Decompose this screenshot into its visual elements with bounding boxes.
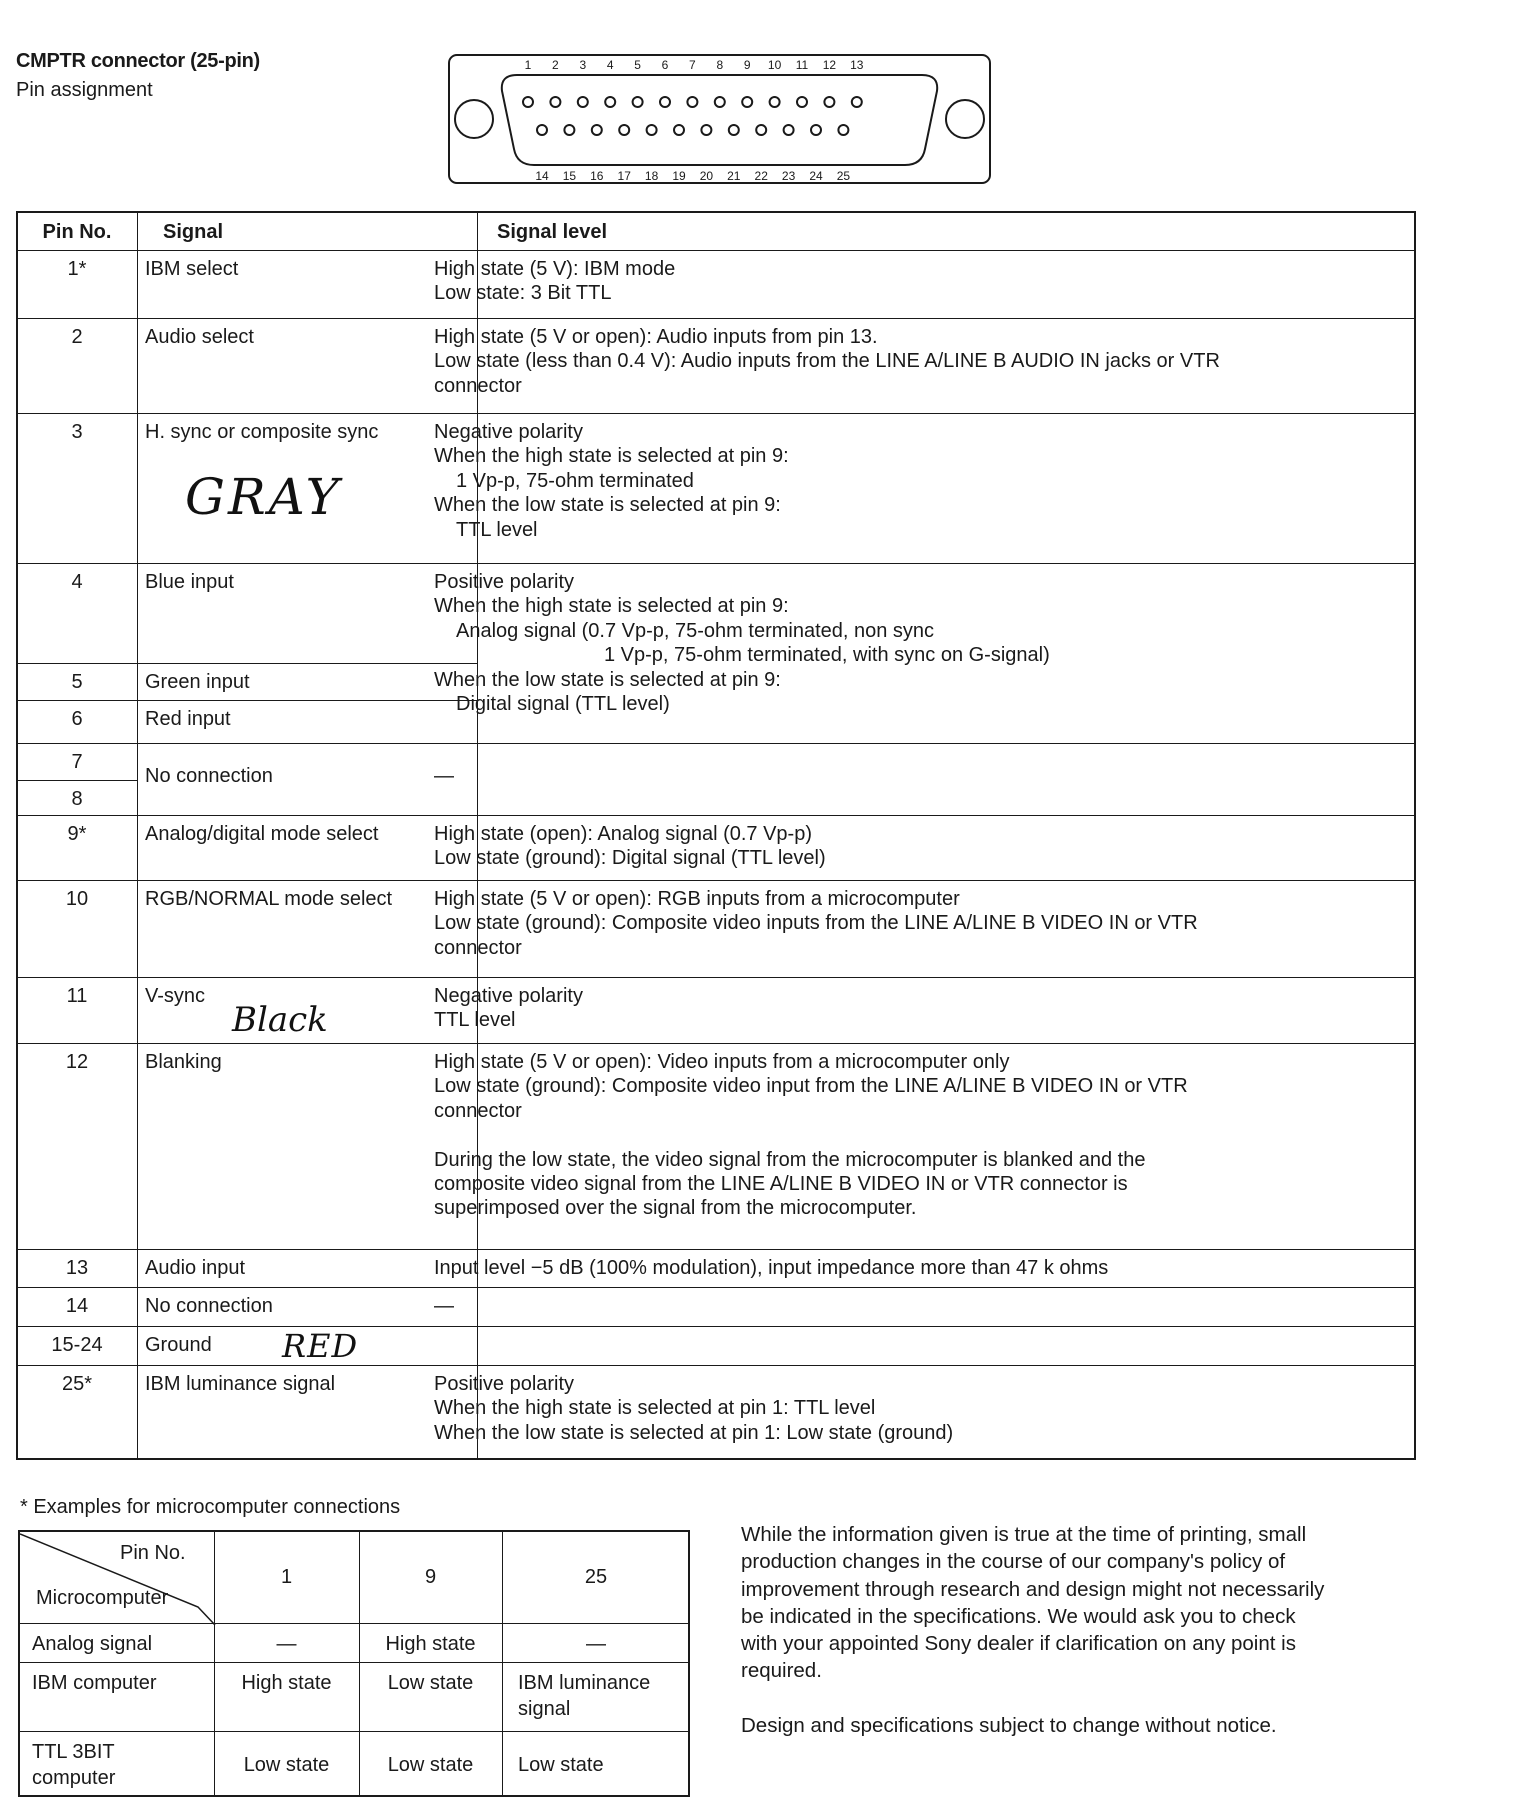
pin-number: 12 — [65, 1051, 89, 1073]
pin-state-value: IBM luminance — [518, 1672, 651, 1694]
pin-number-label: 20 — [699, 169, 714, 183]
row-divider — [18, 977, 1414, 978]
pin-number: 5 — [71, 671, 83, 693]
row-divider — [18, 1326, 1414, 1327]
pin-state-value: — — [276, 1633, 297, 1655]
pin-column-header: 1 — [280, 1566, 293, 1588]
pin-number: 6 — [71, 708, 83, 730]
row-divider — [18, 413, 1414, 414]
pin-state-value: Low state — [243, 1754, 330, 1776]
signal-level-line: superimposed over the signal from the microcomputer. — [434, 1197, 917, 1220]
row-divider — [18, 815, 1414, 816]
pin-socket — [729, 125, 739, 135]
notice-paragraph — [741, 1521, 1421, 1685]
notice-line: production changes in the course of our company's policy of — [741, 1550, 1286, 1574]
pin-socket — [674, 125, 684, 135]
signal-level-line: High state (5 V or open): Audio inputs from pin 13. — [434, 326, 878, 348]
signal-level-line: Negative polarity — [434, 421, 583, 443]
signal-level-line: During the low state, the video signal from the microcomputer is blanked and the — [434, 1148, 1146, 1171]
pin-state-value: signal — [518, 1698, 571, 1720]
row-divider — [20, 1662, 688, 1663]
signal-level-line: Input level −5 dB (100% modulation), input impedance more than 47 k ohms — [434, 1257, 1109, 1279]
pin-number: 13 — [65, 1257, 89, 1279]
pin-number-label: 13 — [850, 58, 864, 72]
signal-name: No connection — [145, 765, 273, 787]
pin-socket — [852, 97, 862, 107]
pin-socket — [715, 97, 725, 107]
signal-level-line: TTL level — [456, 518, 538, 541]
microcomputer-name: Analog signal — [32, 1633, 153, 1655]
pin-number: 11 — [66, 985, 88, 1007]
row-divider — [18, 700, 477, 701]
pin-socket — [647, 125, 657, 135]
signal-level-line: connector — [434, 374, 522, 397]
pin-column-header: 25 — [584, 1566, 608, 1588]
row-divider — [18, 1043, 1414, 1044]
microcomputer-name: TTL 3BIT — [32, 1741, 115, 1763]
notice-line: with your appointed Sony dealer if clarification on any point is — [741, 1632, 1296, 1656]
examples-caption: * Examples for microcomputer connections — [20, 1496, 401, 1518]
header-signal-level: Signal level — [497, 221, 608, 243]
signal-level-line: 1 Vp-p, 75-ohm terminated — [456, 469, 694, 492]
pin-socket — [756, 125, 766, 135]
pin-number-label: 18 — [644, 169, 659, 183]
pin-number-label: 9 — [743, 58, 751, 72]
header-pin-no: Pin No. — [42, 221, 112, 243]
handwritten-note-gray: GRAY — [185, 468, 342, 526]
pin-number-label: 15 — [562, 169, 577, 183]
row-divider — [18, 780, 137, 781]
signal-level-line: — — [434, 1295, 454, 1317]
pin-number-label: 11 — [795, 58, 809, 72]
signal-level-line: connector — [434, 936, 522, 959]
pin-number: 14 — [65, 1295, 89, 1317]
pin-socket — [797, 97, 807, 107]
pin-number: 9* — [67, 823, 87, 845]
signal-name: IBM luminance signal — [145, 1373, 336, 1395]
pin-socket — [770, 97, 780, 107]
pin-socket — [633, 97, 643, 107]
signal-level-line: — — [434, 765, 454, 787]
signal-level-line: Low state (ground): Composite video input from the LINE A/LINE B VIDEO IN or VTR — [434, 1075, 1188, 1098]
pin-number-label: 6 — [661, 58, 669, 72]
pin-state-value: Low state — [387, 1754, 474, 1776]
pin-number-label: 16 — [590, 169, 604, 183]
signal-name: H. sync or composite sync — [145, 421, 379, 443]
signal-level-line: Digital signal (TTL level) — [456, 693, 670, 715]
notice-line: While the information given is true at the time of printing, small — [741, 1523, 1307, 1546]
notice-footer: Design and specifications subject to change without notice. — [741, 1713, 1277, 1737]
pin-number-label: 7 — [689, 58, 696, 72]
pin-number-label: 3 — [579, 58, 587, 72]
signal-level-line: When the low state is selected at pin 1: Low state (ground) — [434, 1421, 954, 1444]
header-signal: Signal — [163, 221, 224, 243]
pin-socket — [687, 97, 697, 107]
signal-name: Blanking — [145, 1051, 222, 1073]
row-divider — [18, 1287, 1414, 1288]
pin-number: 7 — [71, 751, 83, 773]
row-divider — [20, 1731, 688, 1732]
page-subtitle: Pin assignment — [16, 79, 153, 101]
pin-state-value: — — [586, 1633, 606, 1655]
pin-socket — [742, 97, 752, 107]
pin-socket — [578, 97, 588, 107]
row-divider — [18, 318, 1414, 319]
pin-assignment-table — [16, 211, 1416, 1460]
row-divider — [18, 880, 1414, 881]
pin-number-label: 12 — [822, 58, 837, 72]
handwritten-note-red: RED — [282, 1327, 359, 1365]
signal-level-line: Low state: 3 Bit TTL — [434, 282, 612, 305]
pin-number: 3 — [71, 421, 83, 443]
signal-level-line: When the low state is selected at pin 9: — [434, 668, 781, 691]
row-divider — [18, 1249, 1414, 1250]
signal-name: Green input — [145, 671, 250, 693]
corner-label-microcomputer: Microcomputer — [36, 1587, 169, 1609]
pin-number-label: 4 — [606, 58, 614, 72]
page-title: CMPTR connector (25-pin) — [16, 50, 260, 72]
pin-number-label: 22 — [754, 169, 768, 183]
pin-number-label: 25 — [836, 169, 851, 183]
handwritten-note-black: Black — [232, 1000, 328, 1040]
signal-level-line: High state (open): Analog signal (0.7 Vp-p) — [434, 823, 812, 845]
pin-socket — [811, 125, 821, 135]
pin-number: 25* — [61, 1373, 93, 1395]
pin-number-label: 8 — [716, 58, 724, 72]
signal-level-line: Low state (less than 0.4 V): Audio inputs from the LINE A/LINE B AUDIO IN jacks or VTR — [434, 350, 1220, 373]
pin-number-label: 10 — [767, 58, 782, 72]
pin-number: 15-24 — [51, 1334, 103, 1356]
pin-number-label: 14 — [535, 169, 549, 183]
signal-name: V-sync — [145, 985, 206, 1007]
signal-level-line: Positive polarity — [434, 1373, 575, 1395]
pin-number-label: 5 — [634, 58, 641, 72]
pin-number-label: 2 — [552, 58, 559, 72]
pin-socket — [824, 97, 834, 107]
signal-level-line: When the high state is selected at pin 9: — [434, 445, 789, 468]
signal-level-line: When the high state is selected at pin 1: TTL level — [434, 1397, 876, 1420]
signal-name: Red input — [145, 708, 231, 730]
pin-socket — [537, 125, 547, 135]
signal-level-line: High state (5 V): IBM mode — [434, 258, 676, 280]
mounting-hole-right — [946, 100, 984, 138]
signal-level-line: 1 Vp-p, 75-ohm terminated, with sync on G-signal) — [604, 644, 1050, 667]
pin-number-label: 23 — [781, 169, 796, 183]
signal-level-line: When the high state is selected at pin 9: — [434, 595, 789, 618]
signal-level-line: TTL level — [434, 1009, 516, 1032]
pin-socket — [564, 125, 574, 135]
signal-name: Audio input — [145, 1257, 246, 1279]
microcomputer-name: IBM computer — [32, 1672, 157, 1694]
signal-name: IBM select — [145, 258, 239, 280]
pin-number: 1* — [67, 258, 87, 280]
signal-level-line: composite video signal from the LINE A/LINE B VIDEO IN or VTR connector is — [434, 1173, 1128, 1195]
signal-level-line: Low state (ground): Digital signal (TTL level) — [434, 847, 826, 870]
pin-socket — [701, 125, 711, 135]
row-divider — [18, 743, 1414, 744]
pin-socket — [619, 125, 629, 135]
signal-level-line: When the low state is selected at pin 9: — [434, 494, 781, 517]
pin-number-label: 1 — [524, 58, 532, 72]
pin-number: 4 — [71, 571, 83, 593]
notice-text — [741, 1521, 1421, 1739]
row-divider — [18, 663, 477, 664]
pin-number: 8 — [71, 788, 83, 810]
row-divider — [18, 563, 1414, 564]
connector-shell — [502, 75, 937, 165]
pin-socket — [550, 97, 560, 107]
pin-state-value: High state — [241, 1672, 332, 1694]
signal-level-line: connector — [434, 1099, 522, 1122]
pin-socket — [784, 125, 794, 135]
signal-name: No connection — [145, 1295, 273, 1317]
pin-socket — [838, 125, 848, 135]
pin-state-value: High state — [385, 1633, 476, 1655]
pin-column-header: 9 — [424, 1566, 437, 1588]
pin-socket — [592, 125, 602, 135]
db25-connector-diagram — [447, 53, 992, 185]
pin-number: 2 — [71, 326, 83, 348]
signal-level-line: Low state (ground): Composite video inputs from the LINE A/LINE B VIDEO IN or VTR — [434, 912, 1198, 935]
pin-state-value: Low state — [518, 1754, 604, 1776]
notice-line: required. — [741, 1659, 822, 1683]
microcomputer-name: computer — [32, 1767, 116, 1789]
col-divider — [137, 213, 138, 1458]
pin-number-label: 21 — [727, 169, 741, 183]
row-divider — [18, 250, 1414, 251]
signal-level-line: High state (5 V or open): Video inputs from a microcomputer only — [434, 1051, 1010, 1073]
mounting-hole-left — [455, 100, 493, 138]
examples-table — [18, 1530, 690, 1797]
notice-line: be indicated in the specifications. We would ask you to check — [741, 1604, 1296, 1628]
pin-number-label: 17 — [617, 169, 631, 183]
pin-socket — [523, 97, 533, 107]
signal-name: Blue input — [145, 571, 234, 593]
signal-name: Analog/digital mode select — [145, 823, 379, 845]
pin-socket — [660, 97, 670, 107]
signal-level-line: Analog signal (0.7 Vp-p, 75-ohm terminated, non sync — [456, 619, 935, 642]
pin-number: 10 — [65, 888, 89, 910]
notice-line: improvement through research and design might not necessarily — [741, 1577, 1325, 1601]
signal-name: RGB/NORMAL mode select — [145, 888, 393, 910]
signal-name: Audio select — [145, 326, 254, 348]
signal-level-line: Negative polarity — [434, 985, 583, 1007]
pin-state-value: Low state — [387, 1672, 474, 1694]
signal-level-line: High state (5 V or open): RGB inputs from a microcomputer — [434, 888, 960, 910]
signal-level-line: Positive polarity — [434, 571, 575, 593]
pin-number-label: 19 — [672, 169, 686, 183]
row-divider — [18, 1365, 1414, 1366]
corner-label-pin-no: Pin No. — [120, 1542, 186, 1564]
row-divider — [20, 1623, 688, 1624]
pin-number-label: 24 — [809, 169, 823, 183]
signal-name: Ground — [145, 1334, 212, 1356]
pin-socket — [605, 97, 615, 107]
